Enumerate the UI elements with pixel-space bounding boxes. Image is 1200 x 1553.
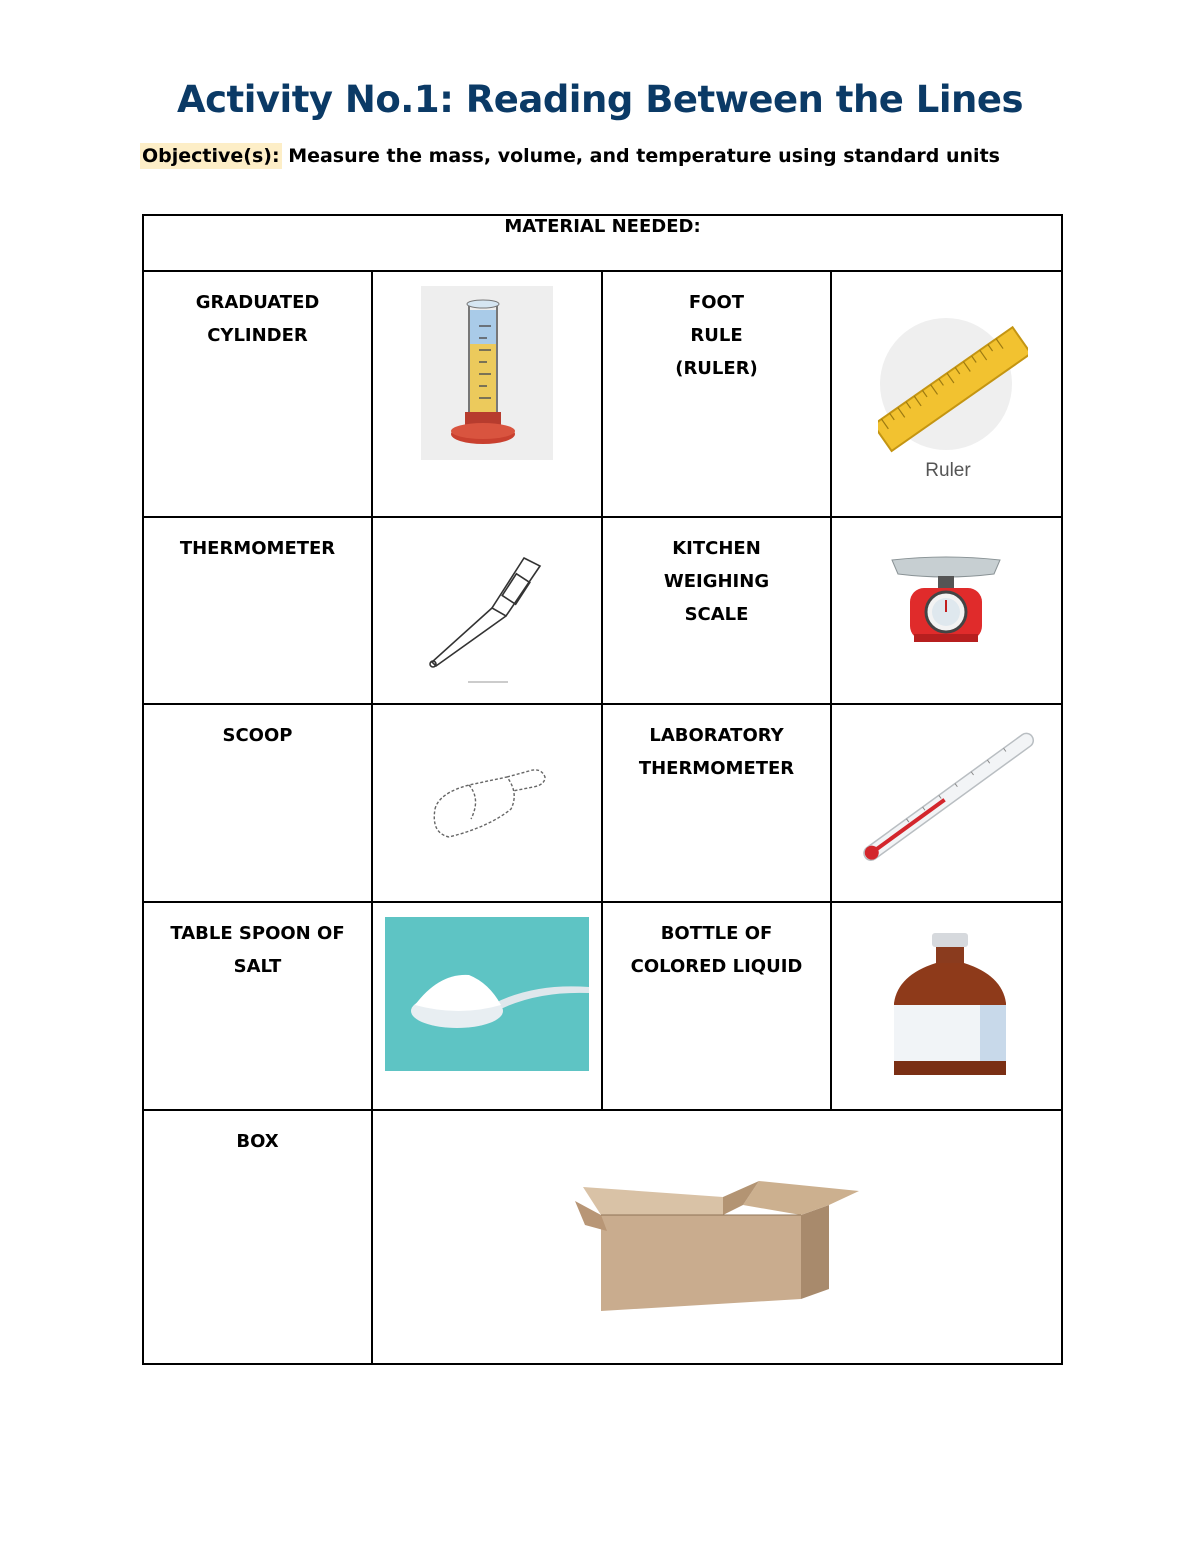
material-name-cell [143, 271, 372, 517]
kitchen-scale-icon [890, 554, 1002, 646]
material-image-cell [372, 704, 602, 902]
laboratory-thermometer-icon [842, 717, 1052, 879]
material-name-cell [602, 902, 831, 1110]
materials-table [142, 214, 1063, 1365]
material-name-cell [143, 1110, 372, 1364]
material-image-cell [831, 902, 1062, 1110]
objective-label: Objective(s): [142, 145, 280, 167]
material-image-cell [831, 517, 1062, 704]
material-image-cell [372, 1110, 1062, 1364]
material-name: TABLE SPOON OF SALT [170, 923, 345, 977]
material-name-cell [602, 704, 831, 902]
material-name: THERMOMETER [179, 538, 336, 559]
material-name-cell [602, 517, 831, 704]
graduated-cylinder-icon [421, 286, 553, 460]
material-name-cell [143, 517, 372, 704]
ruler-icon [878, 308, 1028, 483]
material-name-cell [602, 271, 831, 517]
material-name: SCOOP [222, 725, 293, 746]
material-name: BOTTLE OF COLORED LIQUID [630, 923, 803, 977]
cardboard-box-icon [573, 1181, 863, 1321]
spoon-of-salt-icon [385, 917, 589, 1071]
material-image-cell [372, 271, 602, 517]
objective-text: Measure the mass, volume, and temperature using standard units [288, 145, 1000, 167]
scoop-icon [429, 763, 549, 843]
objective [140, 145, 1000, 167]
material-image-cell [831, 271, 1062, 517]
material-name-cell [143, 902, 372, 1110]
material-image-cell [372, 902, 602, 1110]
material-name: BOX [236, 1131, 279, 1152]
material-image-cell [372, 517, 602, 704]
material-name: GRADUATED CYLINDER [195, 292, 320, 346]
svg-text:Ruler: Ruler [925, 460, 971, 481]
page-title: Activity No.1: Reading Between the Lines [176, 78, 1023, 121]
material-image-cell [831, 704, 1062, 902]
material-name: FOOT RULE (RULER) [675, 292, 758, 379]
material-name-cell [143, 704, 372, 902]
digital-thermometer-icon [428, 552, 548, 687]
material-name: KITCHEN WEIGHING SCALE [663, 538, 770, 625]
bottle-icon [890, 929, 1010, 1079]
materials-header: MATERIAL NEEDED: [143, 215, 1062, 271]
material-name: LABORATORY THERMOMETER [638, 725, 795, 779]
